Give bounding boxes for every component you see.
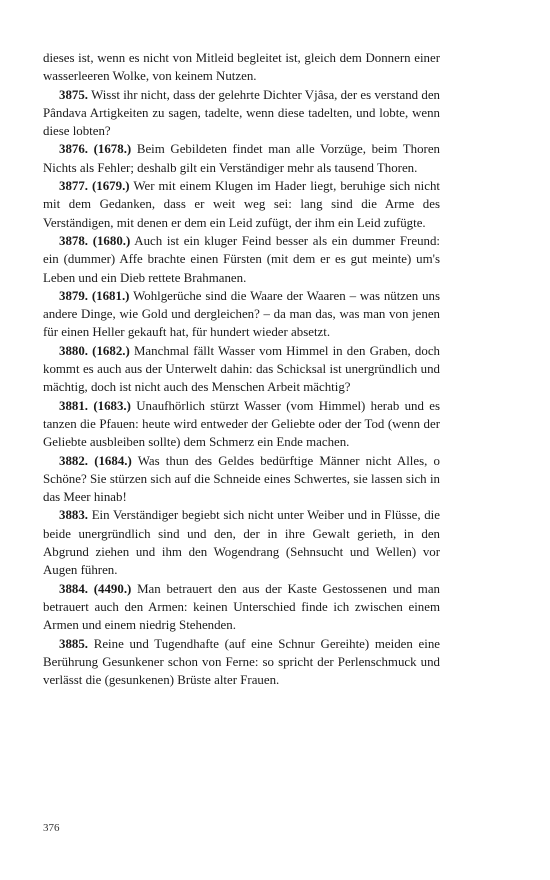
verse-number: 3876. (1678.) xyxy=(59,142,132,157)
verse-text: Ein Verständiger begiebt sich nicht unter Weiber und in Flüsse, die beide unergründlich sind und den, der in ihre Gewalt gerieth, in den Abgrund ziehen und ihm den Wogendrang (Sehnsucht und Wellen) vor Augen führen. xyxy=(43,508,440,578)
verse-text: Wer mit einem Klugen im Hader liegt, beruhige sich nicht mit dem Gedanken, dass er weit weg sei: lang sind die Arme des Verständigen, mit denen er dem ein Leid zufügt, der ihm ein Leid zufügte. xyxy=(43,179,440,230)
verse-text: Manchmal fällt Wasser vom Himmel in den Graben, doch kommt es auch aus der Unterwelt dahin: das Schicksal ist unergründlich und mächtig, doch ist nicht auch des Menschen Arbeit mächtig? xyxy=(43,343,440,395)
verse-text: Wisst ihr nicht, dass der gelehrte Dichter Vjâsa, der es verstand den Pândava Artigkeiten zu sagen, tadelte, wenn diese tadelten, und lobte, wenn diese lobten? xyxy=(43,87,440,139)
page-body xyxy=(43,49,440,689)
verse-number: 3881. (1683.) xyxy=(59,398,131,413)
verse-number: 3877. (1679.) xyxy=(59,179,130,194)
verse-text: Was thun des Geldes bedürftige Männer nicht Alles, o Schöne? Sie stürzen sich auf die Schneide eines Schwertes, sie lassen sich in das Meer hinab! xyxy=(43,453,440,505)
verse-number: 3878. (1680.) xyxy=(59,233,131,248)
verse-3875 xyxy=(43,86,440,141)
verse-3882 xyxy=(43,452,440,507)
verse-number: 3884. (4490.) xyxy=(59,581,132,596)
verse-number: 3879. (1681.) xyxy=(59,288,130,303)
verse-text: Unaufhörlich stürzt Wasser (vom Himmel) herab und es tanzen die Pfauen: heute wird entweder der Geliebte oder der Tod (wenn der Geliebte ausbleiben sollte) dem Schmerz ein Ende machen. xyxy=(43,398,440,450)
page-number: 376 xyxy=(43,822,60,834)
verse-3884 xyxy=(43,580,440,635)
verse-3878 xyxy=(43,232,440,287)
verse-3876 xyxy=(43,140,440,177)
verse-number: 3885. xyxy=(59,636,89,651)
verse-text: Man betrauert den aus der Kaste Gestossenen und man betrauert auch den Armen: keinen Unterschied finde ich zwischen einem Armen und einem niedrig Stehenden. xyxy=(43,581,440,633)
verse-text: Beim Gebildeten findet man alle Vorzüge, beim Thoren Nichts als Fehler; deshalb gilt ein Verständiger mehr als tausend Thoren. xyxy=(43,142,440,175)
verse-number: 3882. (1684.) xyxy=(59,453,132,468)
verse-text: Reine und Tugendhafte (auf eine Schnur Gereihte) meiden eine Berührung Gesunkener schon von Ferne: so spricht der Perlenschmuck und verlässt die (gesunkenen) Brüste alter Frauen. xyxy=(43,636,440,688)
verse-number: 3883. xyxy=(59,508,89,523)
verse-3879 xyxy=(43,287,440,342)
verse-text: Wohlgerüche sind die Waare der Waaren – was nützen uns andere Dinge, wie Gold und dergleichen? – da man das, was man von jenen für einen Heller gekauft hat, für hundert wieder absetzt. xyxy=(43,288,440,340)
verse-text: Auch ist ein kluger Feind besser als ein dummer Freund: ein (dummer) Affe brachte einen Fürsten (mit dem er es gut meinte) um's Leben und ein Dieb rettete Brahmanen. xyxy=(43,233,440,285)
continuation-paragraph: dieses ist, wenn es nicht von Mitleid begleitet ist, gleich dem Donnern einer wasserleeren Wolke, von keinem Nutzen. xyxy=(43,51,440,84)
verse-3885 xyxy=(43,635,440,690)
verse-number: 3875. xyxy=(59,87,89,102)
verse-3881 xyxy=(43,397,440,452)
verse-3880 xyxy=(43,342,440,397)
verse-3883 xyxy=(43,506,440,579)
verse-3877 xyxy=(43,177,440,232)
verse-number: 3880. (1682.) xyxy=(59,343,130,358)
